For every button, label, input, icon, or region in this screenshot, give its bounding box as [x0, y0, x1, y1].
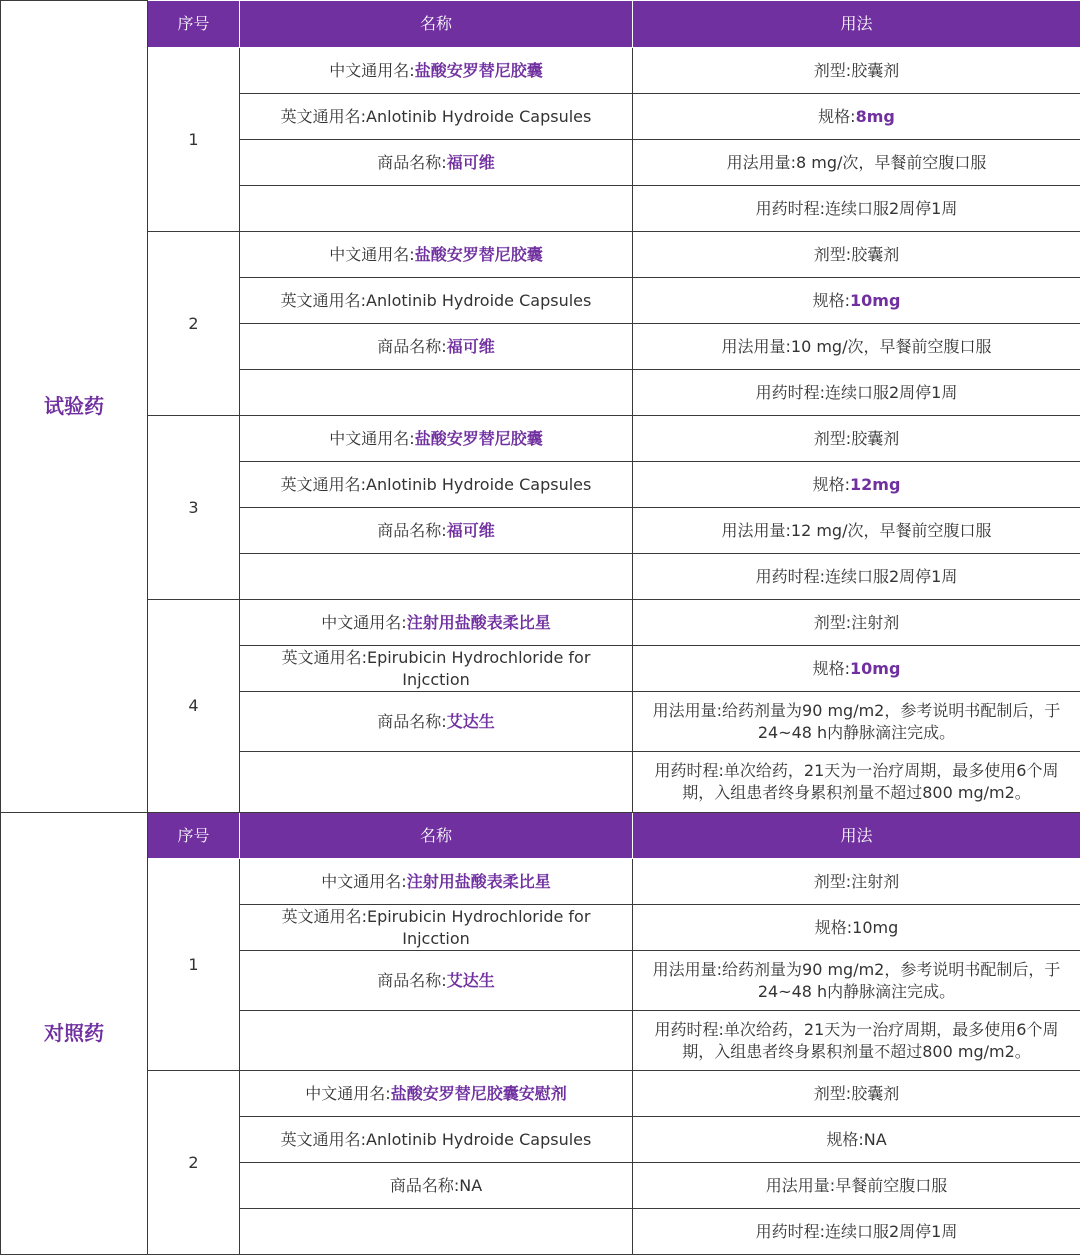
empty-cell: [240, 1209, 633, 1255]
table-row: [1, 48, 1080, 94]
brand-highlight: 福可维: [447, 521, 495, 540]
cn-name-cell: 中文通用名:盐酸安罗替尼胶囊: [240, 232, 633, 278]
brand-cell: 商品名称:福可维: [240, 140, 633, 186]
schedule-cell: 用药时程:连续口服2周停1周: [633, 370, 1080, 416]
table-row: [1, 1071, 1080, 1117]
header-usage: 用法: [633, 1, 1080, 48]
group-cell-control: [1, 813, 148, 1255]
cn-name-highlight: 注射用盐酸表柔比星: [407, 613, 551, 632]
brand-cell: 商品名称:NA: [240, 1163, 633, 1209]
spec-cell: 规格:10mg: [633, 646, 1080, 692]
empty-cell: [240, 186, 633, 232]
group-cell-trial: [1, 1, 148, 813]
seq-cell: 3: [148, 416, 240, 600]
en-name-cell: 英文通用名:Anlotinib Hydroide Capsules: [240, 94, 633, 140]
empty-cell: [240, 554, 633, 600]
brand-cell: 商品名称:艾达生: [240, 951, 633, 1011]
spec-highlight: 10mg: [850, 291, 900, 310]
en-name-cell: 英文通用名:Epirubicin Hydrochloride for Injcction: [240, 646, 633, 692]
spec-highlight: 8mg: [856, 107, 895, 126]
dosage-cell: 用法用量:8 mg/次，早餐前空腹口服: [633, 140, 1080, 186]
group-label-trial: 试验药: [44, 394, 104, 418]
cn-name-highlight: 盐酸安罗替尼胶囊安慰剂: [391, 1084, 567, 1103]
schedule-cell: 用药时程:连续口服2周停1周: [633, 554, 1080, 600]
form-cell: 剂型:注射剂: [633, 859, 1080, 905]
table-row: [1, 859, 1080, 905]
cn-name-highlight: 盐酸安罗替尼胶囊: [415, 429, 543, 448]
en-name-cell: 英文通用名:Epirubicin Hydrochloride for Injcction: [240, 905, 633, 951]
en-name-cell: 英文通用名:Anlotinib Hydroide Capsules: [240, 462, 633, 508]
seq-cell: 2: [148, 1071, 240, 1255]
header-row: [1, 813, 1080, 859]
cn-name-highlight: 盐酸安罗替尼胶囊: [415, 61, 543, 80]
brand-highlight: 福可维: [447, 153, 495, 172]
brand-highlight: 艾达生: [447, 971, 495, 990]
schedule-cell: 用药时程:连续口服2周停1周: [633, 186, 1080, 232]
header-name: 名称: [240, 1, 633, 48]
spec-cell: 规格:12mg: [633, 462, 1080, 508]
spec-cell: 规格:10mg: [633, 278, 1080, 324]
en-name-cell: 英文通用名:Anlotinib Hydroide Capsules: [240, 278, 633, 324]
cn-name-cell: 中文通用名:注射用盐酸表柔比星: [240, 859, 633, 905]
cn-name-cell: 中文通用名:盐酸安罗替尼胶囊安慰剂: [240, 1071, 633, 1117]
cn-name-cell: 中文通用名:盐酸安罗替尼胶囊: [240, 416, 633, 462]
spec-cell: 规格:10mg: [633, 905, 1080, 951]
schedule-cell: 用药时程:单次给药，21天为一治疗周期，最多使用6个周期，入组患者终身累积剂量不超过800 mg/m2。: [633, 752, 1080, 813]
empty-cell: [240, 370, 633, 416]
dosage-cell: 用法用量:10 mg/次，早餐前空腹口服: [633, 324, 1080, 370]
spec-highlight: 10mg: [850, 659, 900, 678]
dosage-cell: 用法用量:给药剂量为90 mg/m2，参考说明书配制后，于24~48 h内静脉滴注完成。: [633, 692, 1080, 752]
seq-cell: 1: [148, 859, 240, 1071]
table-row: [1, 416, 1080, 462]
cn-name-highlight: 注射用盐酸表柔比星: [407, 872, 551, 891]
header-seq: 序号: [148, 1, 240, 48]
form-cell: 剂型:注射剂: [633, 600, 1080, 646]
cn-name-highlight: 盐酸安罗替尼胶囊: [415, 245, 543, 264]
schedule-cell: 用药时程:单次给药，21天为一治疗周期，最多使用6个周期，入组患者终身累积剂量不超过800 mg/m2。: [633, 1011, 1080, 1071]
group-label-control: 对照药: [44, 1021, 104, 1045]
brand-highlight: 艾达生: [447, 712, 495, 731]
form-cell: 剂型:胶囊剂: [633, 48, 1080, 94]
schedule-cell: 用药时程:连续口服2周停1周: [633, 1209, 1080, 1255]
header-usage: 用法: [633, 813, 1080, 859]
brand-highlight: 福可维: [447, 337, 495, 356]
form-cell: 剂型:胶囊剂: [633, 416, 1080, 462]
empty-cell: [240, 752, 633, 813]
cn-name-cell: 中文通用名:盐酸安罗替尼胶囊: [240, 48, 633, 94]
brand-cell: 商品名称:福可维: [240, 508, 633, 554]
form-cell: 剂型:胶囊剂: [633, 232, 1080, 278]
en-name-cell: 英文通用名:Anlotinib Hydroide Capsules: [240, 1117, 633, 1163]
header-name: 名称: [240, 813, 633, 859]
seq-cell: 2: [148, 232, 240, 416]
table-row: [1, 232, 1080, 278]
form-cell: 剂型:胶囊剂: [633, 1071, 1080, 1117]
header-row: [1, 1, 1080, 48]
table-row: [1, 600, 1080, 646]
empty-cell: [240, 1011, 633, 1071]
spec-highlight: 12mg: [850, 475, 900, 494]
dosage-cell: 用法用量:12 mg/次，早餐前空腹口服: [633, 508, 1080, 554]
cn-name-cell: 中文通用名:注射用盐酸表柔比星: [240, 600, 633, 646]
header-seq: 序号: [148, 813, 240, 859]
seq-cell: 1: [148, 48, 240, 232]
brand-cell: 商品名称:艾达生: [240, 692, 633, 752]
dosage-cell: 用法用量:早餐前空腹口服: [633, 1163, 1080, 1209]
seq-cell: 4: [148, 600, 240, 813]
brand-cell: 商品名称:福可维: [240, 324, 633, 370]
dosage-cell: 用法用量:给药剂量为90 mg/m2，参考说明书配制后，于24~48 h内静脉滴注完成。: [633, 951, 1080, 1011]
spec-cell: 规格:8mg: [633, 94, 1080, 140]
spec-cell: 规格:NA: [633, 1117, 1080, 1163]
